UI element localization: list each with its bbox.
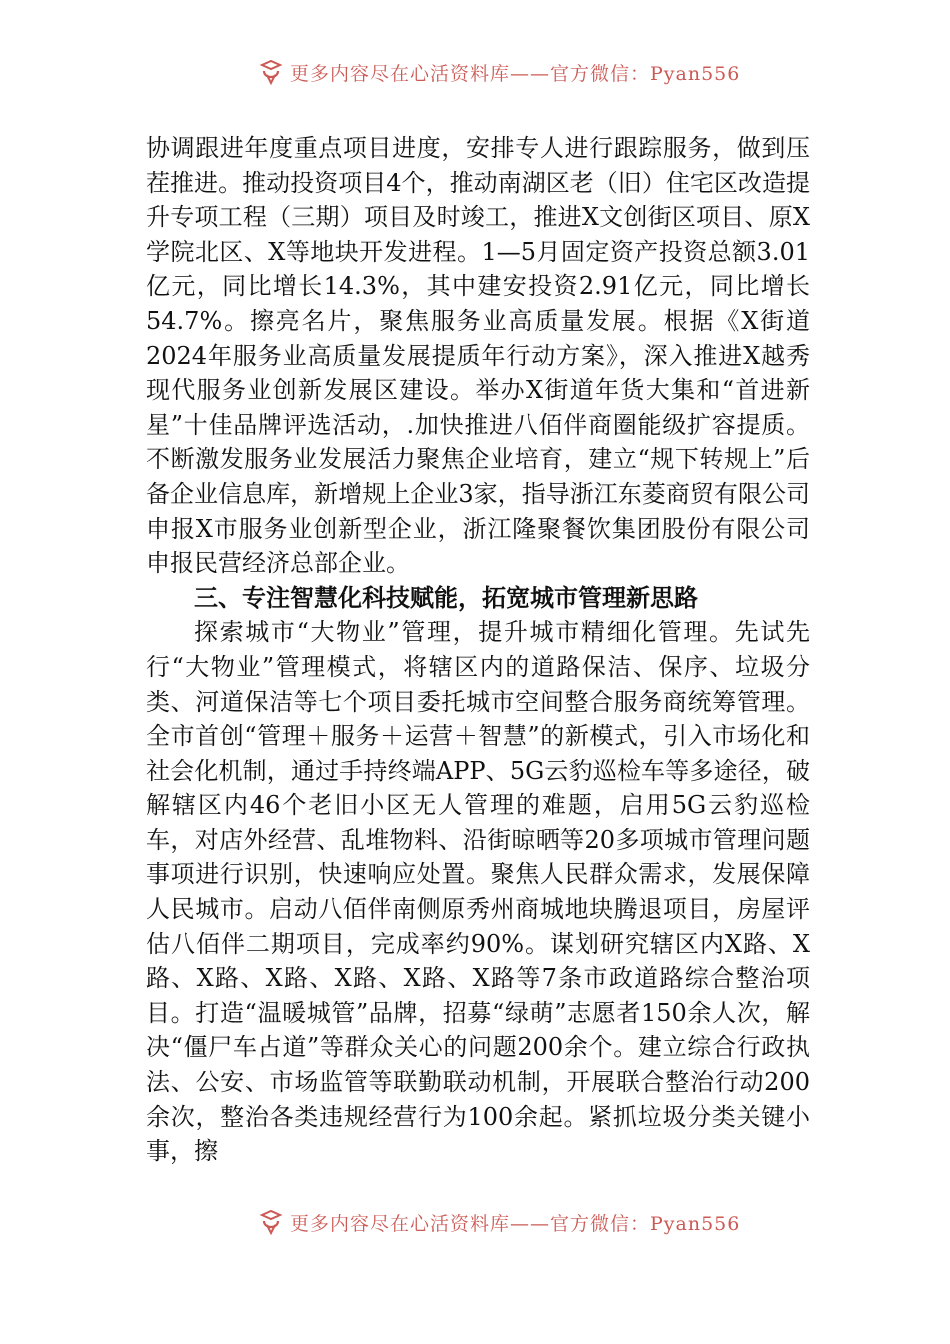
watermark-text: 更多内容尽在心活资料库——官方微信：Pyan556 <box>290 62 741 85</box>
paragraph-continuation: 协调跟进年度重点项目进度，安排专人进行跟踪服务，做到压茬推进。推动投资项目4个，推动南湖区老（旧）住宅区改造提升专项工程（三期）项目及时竣工，推进X文创街区项目、原X学院北区、X等地块开发进程。1—5月固定资产投资总额3.01亿元，同比增长14.3%，其中建安投资2.91亿元，同比增长54.7%。擦亮名片，聚焦服务业高质量发展。根据《X街道2024年服务业高质量发展提质年行动方案》，深入推进X越秀现代服务业创新发展区建设。举办X街道年货大集和“首进新星”十佳品牌评选活动，.加快推进八佰伴商圈能级扩容提质。不断激发服务业发展活力聚焦企业培育，建立“规下转规上”后备企业信息库，新增规上企业3家，指导浙江东菱商贸有限公司申报X市服务业创新型企业，浙江隆聚餐饮集团股份有限公司申报民营经济总部企业。 <box>146 134 810 578</box>
watermark-header <box>258 57 778 87</box>
watermark-logo-icon <box>258 1209 284 1235</box>
document-body <box>146 131 810 1169</box>
watermark-logo-icon <box>258 59 284 85</box>
section-heading-three: 三、专注智慧化科技赋能，拓宽城市管理新思路 <box>194 583 698 612</box>
watermark-footer <box>258 1207 778 1237</box>
paragraph-city-management: 探索城市“大物业”管理，提升城市精细化管理。先试先行“大物业”管理模式，将辖区内的道路保洁、保序、垃圾分类、河道保洁等七个项目委托城市空间整合服务商统筹管理。全市首创“管理＋服务＋运营＋智慧”的新模式，引入市场化和社会化机制，通过手持终端APP、5G云豹巡检车等多途径，破解辖区内46个老旧小区无人管理的难题，启用5G云豹巡检车，对店外经营、乱堆物料、沿街晾晒等20多项城市管理问题事项进行识别，快速响应处置。聚焦人民群众需求，发展保障人民城市。启动八佰伴南侧原秀州商城地块腾退项目，房屋评估八佰伴二期项目，完成率约90%。谋划研究辖区内X路、X路、X路、X路、X路、X路、X路等7条市政道路综合整治项目。打造“温暖城管”品牌，招募“绿萌”志愿者150余人次，解决“僵尸车占道”等群众关心的问题200余个。建立综合行政执法、公安、市场监管等联勤联动机制，开展联合整治行动200余次，整治各类违规经营行为100余起。紧抓垃圾分类关键小事，擦 <box>146 618 810 1166</box>
watermark-text: 更多内容尽在心活资料库——官方微信：Pyan556 <box>290 1212 741 1235</box>
